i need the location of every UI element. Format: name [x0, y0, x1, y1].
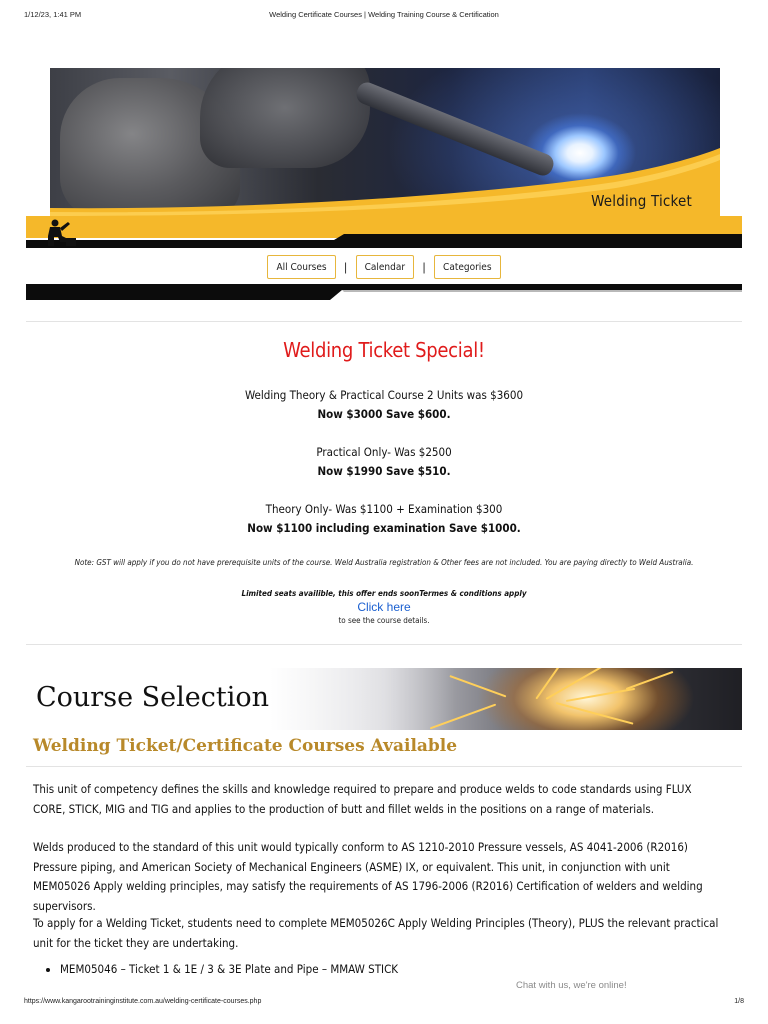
offer-block	[26, 443, 742, 481]
spark-shape	[430, 704, 496, 729]
click-here-link[interactable]: Click here	[357, 600, 411, 614]
nav-categories-button[interactable]: Categories	[434, 255, 501, 279]
banner-label: Welding Ticket	[591, 192, 692, 210]
see-details-text: to see the course details.	[338, 616, 430, 625]
spark-shape	[546, 668, 625, 699]
offer-was: Welding Theory & Practical Course 2 Units was $3600	[244, 388, 524, 402]
black-bar-top	[26, 234, 742, 248]
spark-shape	[556, 702, 634, 724]
list-item: • MEM05046 – Ticket 1 & 1E / 3 & 3E Plate and Pipe – MMAW STICK	[60, 962, 398, 976]
divider	[26, 766, 742, 767]
paragraph: This unit of competency defines the skills and knowledge required to prepare and produce welds to code standards using FLUX CORE, STICK, MIG and TIG and applies to the production of butt and fillet welds in the positions on a range of materials.	[33, 782, 692, 816]
offer-block	[26, 500, 742, 538]
course-nav	[26, 252, 742, 282]
paragraph: To apply for a Welding Ticket, students need to complete MEM05026C Apply Welding Principles (Theory), PLUS the relevant practical unit for the ticket they are undertaking.	[33, 916, 719, 950]
offer-now: Now $3000 Save $600.	[317, 407, 451, 421]
special-title: Welding Ticket Special!	[283, 338, 485, 362]
print-page-title: Welding Certificate Courses | Welding Training Course & Certification	[269, 10, 499, 19]
section-heading: Welding Ticket/Certificate Courses Available	[33, 736, 458, 756]
print-footer	[24, 998, 744, 1010]
offer-now: Now $1100 including examination Save $1000.	[247, 521, 521, 535]
course-selection-banner	[26, 668, 742, 730]
print-page-number: 1/8	[734, 998, 744, 1005]
nav-separator: |	[344, 260, 348, 274]
spark-shape	[566, 688, 635, 702]
nav-separator: |	[422, 260, 426, 274]
paragraph: Welds produced to the standard of this unit would typically conform to AS 1210-2010 Pressure vessels, AS 4041-2006 (R2016) Pressure piping, and American Society of Mechanical Engineers (ASME) IX, or equivalent. This unit, in conjunction with unit MEM05026 Apply welding principles, may satisfy the requirements of AS 1796-2006 (R2016) Certification of welders and welding supervisors.	[33, 840, 703, 913]
spark-shape	[449, 676, 506, 698]
print-datetime: 1/12/23, 1:41 PM	[24, 10, 82, 19]
offer-was: Theory Only- Was $1100 + Examination $300	[265, 502, 503, 516]
divider	[26, 321, 742, 322]
header-banner	[26, 68, 742, 300]
divider	[26, 644, 742, 645]
spark-shape	[626, 671, 673, 690]
course-list	[60, 962, 398, 976]
offer-now: Now $1990 Save $510.	[317, 464, 451, 478]
print-url: https://www.kangarootraininginstitute.com.au/welding-certificate-courses.php	[24, 998, 262, 1005]
chat-widget[interactable]: Chat with us, we're online!	[516, 980, 627, 991]
welding-hero-image	[50, 68, 720, 216]
special-offer-section	[26, 338, 742, 625]
limited-seats-text: Limited seats availible, this offer ends soonTermes & conditions apply	[241, 589, 527, 598]
print-header	[24, 10, 744, 22]
welder-silhouette-icon	[40, 218, 76, 248]
nav-calendar-button[interactable]: Calendar	[356, 255, 414, 279]
course-selection-title: Course Selection	[36, 682, 269, 713]
gst-note: Note: GST will apply if you do not have prerequisite units of the course. Weld Australia registration & Other fees are not included. You are paying directly to Weld Australia.	[74, 558, 694, 567]
black-bar-bottom	[26, 282, 742, 302]
offer-was: Practical Only- Was $2500	[316, 445, 452, 459]
offer-block	[26, 386, 742, 424]
nav-all-courses-button[interactable]: All Courses	[267, 255, 335, 279]
